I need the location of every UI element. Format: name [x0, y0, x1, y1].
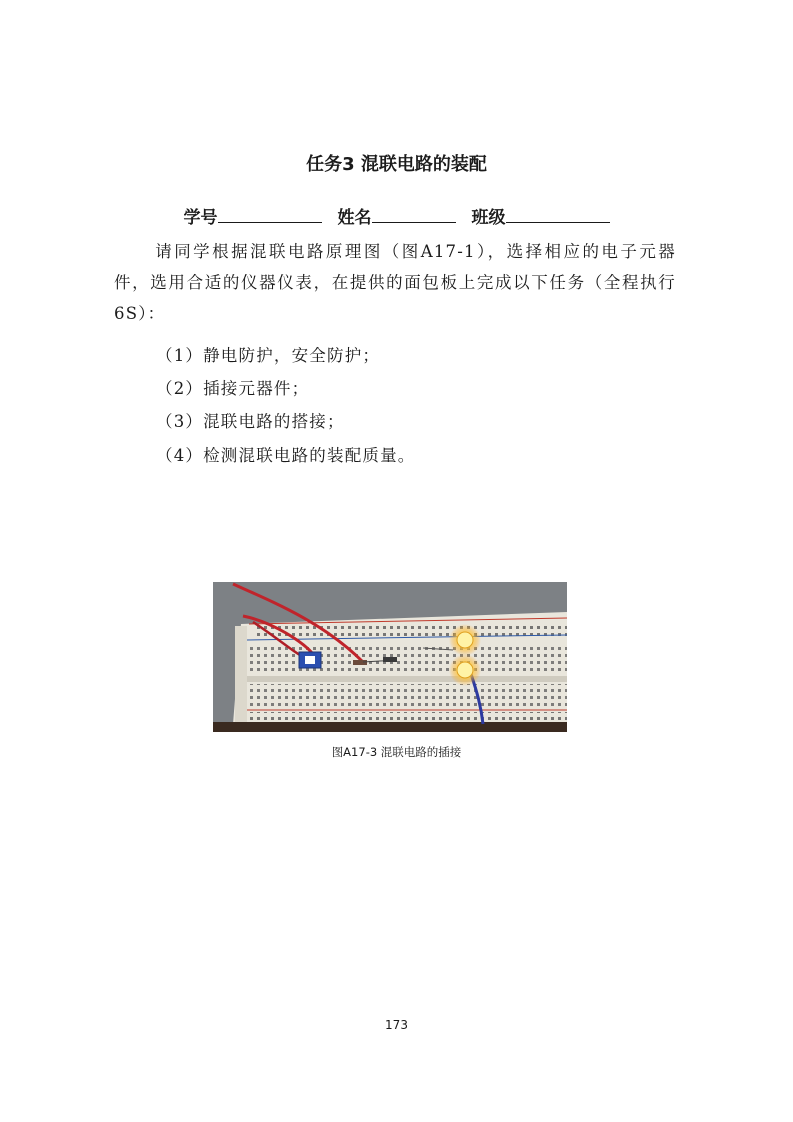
breadboard-illustration	[213, 582, 567, 732]
intro-paragraph	[114, 236, 676, 329]
page-number: 173	[385, 1018, 408, 1032]
student-id-blank	[218, 205, 322, 223]
page-title: 任务3 混联电路的装配	[306, 154, 487, 175]
class-label: 班级	[471, 208, 506, 228]
class-blank	[506, 205, 610, 223]
figure-caption: 图A17-3 混联电路的插接	[331, 745, 462, 759]
task-item-4: （4）检测混联电路的装配质量。	[156, 446, 416, 465]
task-item-1: （1）静电防护，安全防护；	[156, 346, 381, 365]
name-blank	[372, 205, 456, 223]
student-info-line	[0, 203, 793, 228]
task-item-3: （3）混联电路的搭接；	[156, 412, 345, 431]
breadboard-photo	[213, 582, 567, 732]
task-item-2: （2）插接元器件；	[156, 379, 310, 398]
intro-text: 请同学根据混联电路原理图（图A17-1），选择相应的电子元器件，选用合适的仪器仪表，在提供的面包板上完成以下任务（全程执行6S）：	[114, 242, 676, 323]
name-label: 姓名	[337, 208, 372, 228]
student-id-label: 学号	[183, 208, 218, 228]
